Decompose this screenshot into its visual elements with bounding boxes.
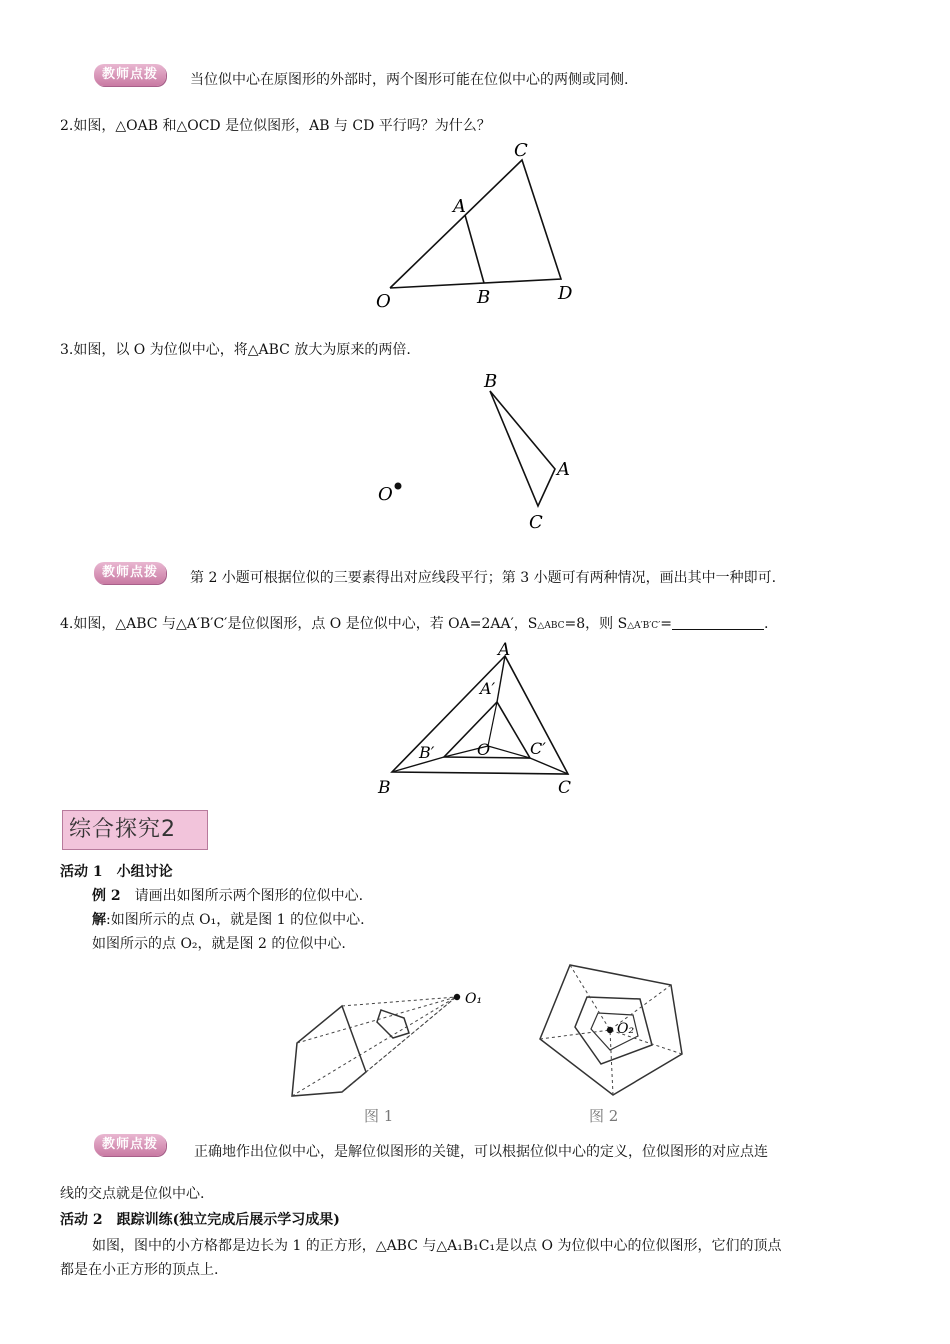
caption-figure-2: 图 2 xyxy=(589,1107,619,1125)
caption-figure-1: 图 1 xyxy=(364,1107,394,1125)
question-4: 4.如图，△ABC 与△A′B′C′是位似图形，点 O 是位似中心，若 OA=2AA′，S△ABC=8，则 S△A′B′C′= . xyxy=(60,616,769,632)
figure-q4 xyxy=(370,638,590,798)
tip-text: 当位似中心在原图形的外部时，两个图形可能在位似中心的两侧或同侧. xyxy=(190,72,629,88)
solution-line-1: 解:如图所示的点 O₁，就是图 1 的位似中心. xyxy=(92,912,365,928)
label-b: B xyxy=(484,371,498,392)
label-a: A xyxy=(453,196,466,217)
label-o: O xyxy=(477,740,491,759)
activity-1-heading: 活动 1 小组讨论 xyxy=(60,864,173,880)
practice-line-1: 如图，图中的小方格都是边长为 1 的正方形，△ABC 与△A₁B₁C₁是以点 O 为位似中心的位似图形，它们的顶点 xyxy=(92,1238,782,1254)
solution-line-2: 如图所示的点 O₂，就是图 2 的位似中心. xyxy=(92,936,346,952)
label-o2: O₂ xyxy=(617,1021,635,1037)
label-a: A xyxy=(498,640,511,660)
tip-text: 第 2 小题可根据位似的三要素得出对应线段平行；第 3 小题可有两种情况，画出其中一种即可. xyxy=(190,570,777,586)
label-c: C xyxy=(558,778,572,798)
question-3: 3.如图，以 O 为位似中心，将△ABC 放大为原来的两倍. xyxy=(60,342,411,358)
teacher-tip-badge: 教师点拨 xyxy=(94,1134,166,1156)
label-b: B xyxy=(378,778,391,798)
label-c1: C′ xyxy=(530,739,546,758)
label-a1: A′ xyxy=(480,679,496,698)
label-o: O xyxy=(376,291,391,312)
label-o1: O₁ xyxy=(465,991,483,1007)
figure-q3 xyxy=(370,366,590,536)
teacher-tip-badge: 教师点拨 xyxy=(94,562,166,584)
label-c: C xyxy=(529,512,543,533)
question-2: 2.如图，△OAB 和△OCD 是位似图形，AB 与 CD 平行吗？为什么？ xyxy=(60,118,491,134)
figure-q2 xyxy=(360,136,590,316)
label-c: C xyxy=(514,140,528,161)
label-o: O xyxy=(378,484,393,505)
example-2: 例 2 请画出如图所示两个图形的位似中心. xyxy=(92,888,364,904)
teacher-tip-badge: 教师点拨 xyxy=(94,64,166,86)
tip-text-line-2: 线的交点就是位似中心. xyxy=(60,1186,205,1202)
section-title: 综合探究2 xyxy=(62,810,208,850)
activity-2-heading: 活动 2 跟踪训练(独立完成后展示学习成果) xyxy=(60,1212,340,1228)
practice-line-2: 都是在小正方形的顶点上. xyxy=(60,1262,219,1278)
tip-text-line-1: 正确地作出位似中心，是解位似图形的关键，可以根据位似中心的定义，位似图形的对应点连 xyxy=(194,1144,768,1160)
label-b1: B′ xyxy=(419,743,435,762)
label-a: A xyxy=(557,459,570,480)
figure-example-2 xyxy=(525,955,715,1130)
answer-blank[interactable] xyxy=(672,615,764,630)
label-d: D xyxy=(558,283,573,304)
figure-example-1 xyxy=(270,960,500,1130)
label-b: B xyxy=(477,287,491,308)
